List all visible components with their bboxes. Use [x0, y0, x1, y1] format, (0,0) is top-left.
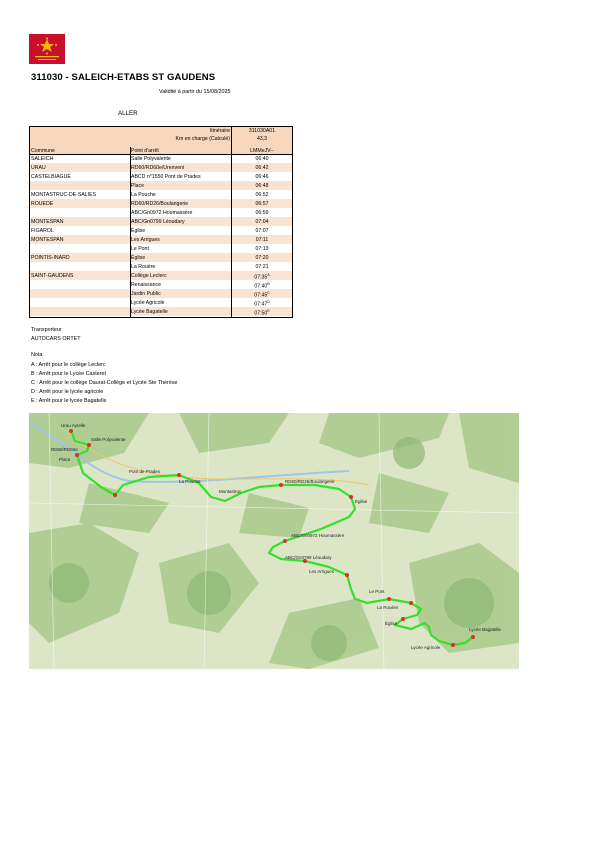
row-time: [232, 201, 292, 207]
row-time-value: 06:52: [255, 191, 269, 198]
table-row: [30, 172, 292, 181]
row-stop: ABC/Gn0972 Houmassère: [131, 209, 193, 216]
map-label: La Pouche: [179, 479, 201, 484]
row-stop: La Rouère: [131, 263, 156, 270]
row-time: [232, 309, 292, 317]
table-row: [30, 208, 292, 217]
column-divider: [231, 127, 232, 318]
table-row: [30, 271, 292, 280]
itinerary-label: Itinéraire: [209, 128, 230, 134]
table-row: [30, 154, 292, 163]
col-commune: Commune: [31, 147, 55, 154]
table-row: [30, 289, 292, 298]
row-commune: FIGAROL: [31, 227, 54, 234]
map-label: Urau Ayrelle: [61, 423, 86, 428]
note-item: B : Arrêt pour le Lycée Casteret: [31, 371, 107, 377]
row-stop: Collège Leclerc: [131, 272, 167, 279]
map-label: ABC/Gn0972 Houmassère: [291, 533, 345, 538]
table-row: [30, 244, 292, 253]
itinerary-value: 311030A01: [248, 128, 276, 134]
row-stop: RD60/RD60e/Urenveni: [131, 164, 185, 171]
row-time-value: 07:11: [255, 236, 269, 243]
row-time-value: 07:07: [255, 227, 269, 234]
row-time: [232, 183, 292, 189]
col-days: LMMeJV--: [250, 147, 274, 154]
row-time-value: 06:46: [255, 173, 269, 180]
row-note-mark: C: [267, 290, 270, 295]
map-label: RD60/RD26/Boulangerie: [285, 479, 335, 484]
row-time-value: 06:40: [255, 155, 269, 162]
table-row: [30, 199, 292, 208]
row-time: [232, 156, 292, 162]
row-time-value: 07:04: [255, 218, 269, 225]
row-stop: Église: [131, 227, 146, 234]
map-label: Église: [385, 621, 398, 626]
row-time: [232, 228, 292, 234]
row-time: [232, 264, 292, 270]
row-note-mark: B: [267, 281, 270, 286]
km-value: 43,3: [256, 136, 268, 142]
row-time: [232, 192, 292, 198]
row-time-value: 07:45: [254, 292, 268, 299]
timetable: [29, 126, 293, 318]
table-row: [30, 298, 292, 307]
map-label: Place: [59, 457, 71, 462]
table-row: [30, 262, 292, 271]
row-time-value: 07:47: [254, 301, 268, 308]
timetable-header: [30, 127, 292, 148]
row-time: [232, 174, 292, 180]
row-time-value: 07:20: [255, 254, 269, 261]
row-time-value: 06:48: [255, 182, 269, 189]
row-commune: POINTIS-INARD: [31, 254, 70, 261]
col-stop: Point d'arrêt: [131, 147, 159, 154]
map-label: Le Pont: [369, 589, 385, 594]
map-canvas: [29, 413, 519, 669]
row-commune: SAINT-GAUDENS: [31, 272, 74, 279]
region-logo: [29, 34, 65, 64]
row-time: [232, 210, 292, 216]
map-label: Montastruc: [219, 489, 242, 494]
row-commune: URAU: [31, 164, 46, 171]
table-row: [30, 253, 292, 262]
note-item: E : Arrêt pour le lycée Bagatelle: [31, 398, 107, 404]
row-time-value: 07:40: [254, 283, 268, 290]
row-time: [232, 219, 292, 225]
row-time-value: 07:21: [255, 263, 269, 270]
row-time-value: 06:59: [255, 209, 269, 216]
direction-label: ALLER: [118, 110, 138, 117]
carrier-name: AUTOCARS ORTET: [31, 336, 81, 342]
row-time-value: 06:57: [255, 200, 269, 207]
row-commune: CASTELBIAGUE: [31, 173, 71, 180]
km-label: Km en charge (Calculé): [175, 136, 230, 142]
row-stop: Le Pont: [131, 245, 149, 252]
table-row: [30, 163, 292, 172]
row-time-value: 07:50: [254, 310, 268, 317]
row-stop: RD60/RD26/Boulangerie: [131, 200, 189, 207]
note-item: A : Arrêt pour le collège Leclerc: [31, 362, 106, 368]
row-stop: Lycée Agricole: [131, 299, 165, 306]
page-title: 311030 - SALEICH-ETABS ST GAUDENS: [31, 72, 216, 83]
row-commune: MONTESPAN: [31, 218, 64, 225]
row-commune: MONTESPAN: [31, 236, 64, 243]
row-stop: Renaissance: [131, 281, 161, 288]
row-note-mark: E: [267, 308, 270, 313]
table-row: [30, 181, 292, 190]
map-label: Pont de Prades: [129, 469, 161, 474]
notes-label: Nota: [31, 352, 43, 358]
column-divider: [130, 147, 131, 318]
map-label: RD60/RD60e: [51, 447, 78, 452]
row-time: [232, 165, 292, 171]
row-time-value: 07:13: [255, 245, 269, 252]
note-item: C : Arrêt pour le collège Daurat-Collège et Lycée Ste Thérèse: [31, 380, 178, 386]
map-label: Lycée Agricole: [411, 645, 441, 650]
row-time: [232, 246, 292, 252]
table-row: [30, 235, 292, 244]
table-row: [30, 280, 292, 289]
route-map[interactable]: [29, 413, 519, 669]
row-stop: La Pouche: [131, 191, 156, 198]
row-stop: Jardin Public: [131, 290, 161, 297]
table-row: [30, 307, 292, 316]
carrier-label: Transporteur: [31, 327, 62, 333]
row-commune: ROUEDE: [31, 200, 54, 207]
row-time-value: 07:35: [254, 274, 268, 281]
map-label: Les Arrigues: [309, 569, 335, 574]
map-label: Salle Polyvalente: [91, 437, 126, 442]
map-label: ABC/Gn0799 Léoudary: [285, 555, 332, 560]
row-time: [232, 237, 292, 243]
row-stop: ABC/Gn0799 Léoudary: [131, 218, 185, 225]
row-note-mark: D: [267, 299, 270, 304]
row-stop: Les Arrigues: [131, 236, 160, 243]
table-row: [30, 190, 292, 199]
row-stop: Place: [131, 182, 144, 189]
row-commune: SALEICH: [31, 155, 54, 162]
row-stop: ABCD n°1550 Pont de Prades: [131, 173, 201, 180]
row-stop: Église: [131, 254, 146, 261]
row-stop: Lycée Bagatelle: [131, 308, 168, 315]
validity-date: Validité à partir du 15/08/2025: [159, 89, 231, 95]
row-note-mark: A: [267, 272, 270, 277]
table-row: [30, 226, 292, 235]
table-row: [30, 217, 292, 226]
row-time-value: 06:42: [255, 164, 269, 171]
map-label: Église: [355, 499, 368, 504]
map-label: La Rouère: [377, 605, 399, 610]
map-label: Lycée Bagatelle: [469, 627, 501, 632]
row-commune: MONTASTRUC-DE-SALIES: [31, 191, 97, 198]
row-stop: Salle Polyvalente: [131, 155, 171, 162]
note-item: D : Arrêt pour le lycée agricole: [31, 389, 104, 395]
row-time: [232, 255, 292, 261]
